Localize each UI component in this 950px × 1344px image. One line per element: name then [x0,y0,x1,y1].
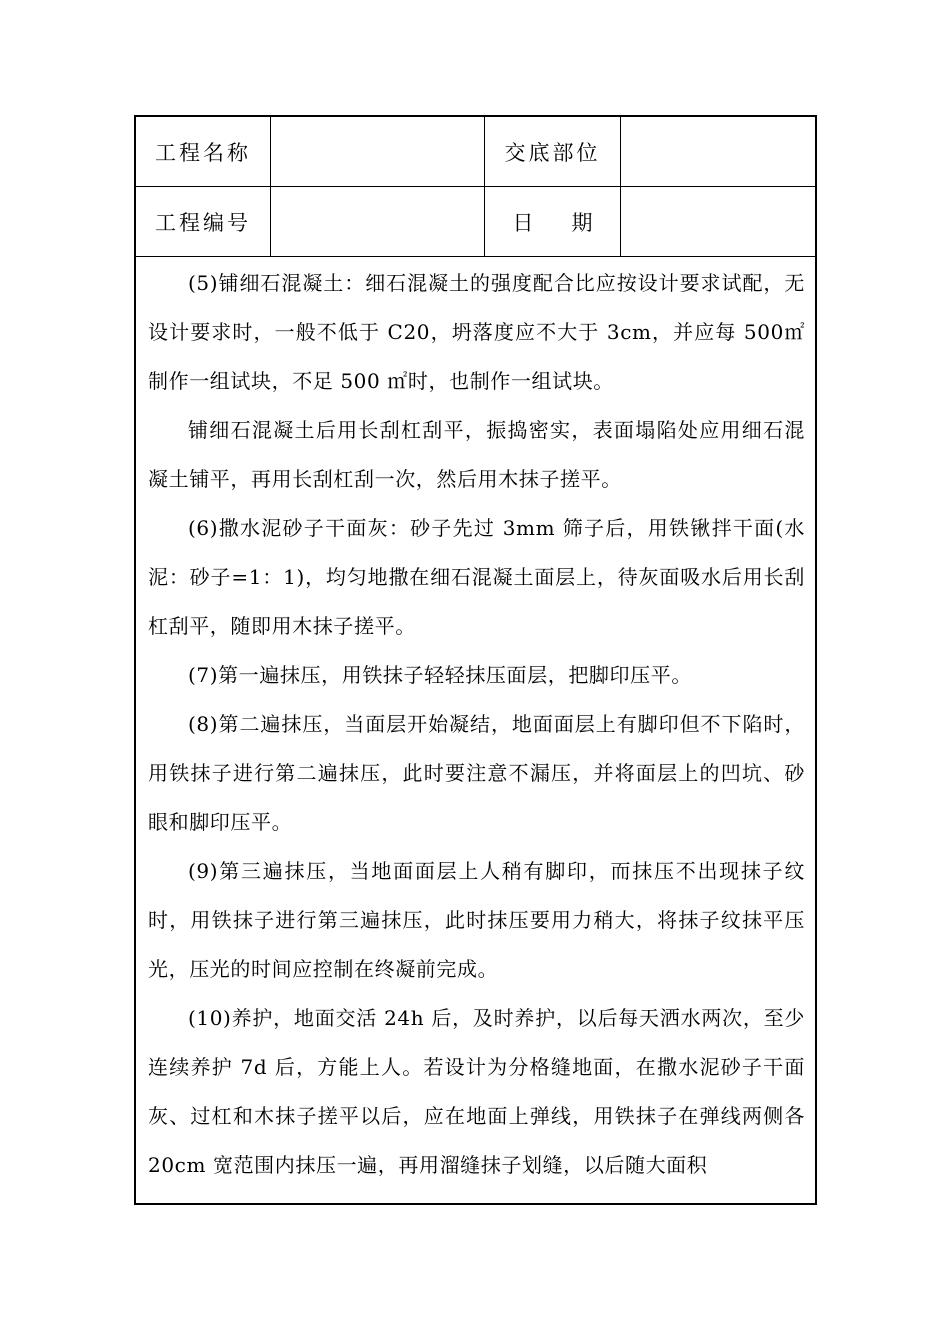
paragraph-leveling: 铺细石混凝土后用长刮杠刮平，振捣密实，表面塌陷处应用细石混凝土铺平，再用长刮杠刮一次，然后用木抹子搓平。 [148,418,805,491]
project-name-value[interactable] [271,117,485,186]
paragraph-third-troweling: (9)第三遍抹压，当地面面层上人稍有脚印，而抹压不出现抹子纹时，用铁抹子进行第三遍抹压，此时抹压要用力稍大，将抹子纹抹平压光，压光的时间应控制在终凝前完成。 [148,859,805,981]
date-value[interactable] [621,187,817,256]
project-name-label-text: 工程名称 [155,140,251,165]
header-row-project-name [136,117,815,187]
paragraph-fine-stone-concrete: (5)铺细石混凝土：细石混凝土的强度配合比应按设计要求试配，无设计要求时，一般不低于 C20，坍落度应不大于 3cm，并应每 500㎡制作一组试块，不足 500 ㎡时，也制作一组试块。 [148,271,805,393]
project-name-label [136,117,271,186]
project-number-label [136,187,271,256]
project-number-label-text: 工程编号 [155,210,251,235]
disclosure-part-label [485,117,621,186]
disclosure-part-label-text: 交底部位 [504,140,601,165]
date-label-char-2: 期 [571,210,593,235]
disclosure-part-value[interactable] [621,117,817,186]
date-label-char-1: 日 [512,210,534,235]
project-number-value[interactable] [271,187,485,256]
paragraph-curing: (10)养护，地面交活 24h 后，及时养护，以后每天洒水两次，至少连续养护 7d 后，方能上人。若设计为分格缝地面，在撒水泥砂子干面灰、过杠和木抹子搓平以后，应在地面上弹线，用铁抹子在弹线两侧各 20cm 宽范围内抹压一遍，再用溜缝抹子划缝，以后随大面积 [148,1006,805,1177]
date-label [485,187,621,256]
disclosure-table [134,115,817,1205]
date-label-text [513,207,593,237]
paragraph-dry-cement-sand: (6)撒水泥砂子干面灰：砂子先过 3mm 筛子后，用铁锹拌干面(水泥：砂子=1：1)，均匀地撒在细石混凝土面层上，待灰面吸水后用长刮杠刮平，随即用木抹子搓平。 [148,516,805,638]
disclosure-content [136,257,815,1203]
paragraph-second-troweling: (8)第二遍抹压，当面层开始凝结，地面面层上有脚印但不下陷时，用铁抹子进行第二遍抹压，此时要注意不漏压，并将面层上的凹坑、砂眼和脚印压平。 [148,712,805,834]
header-row-project-number [136,187,815,257]
paragraph-first-troweling: (7)第一遍抹压，用铁抹子轻轻抹压面层，把脚印压平。 [188,663,692,687]
